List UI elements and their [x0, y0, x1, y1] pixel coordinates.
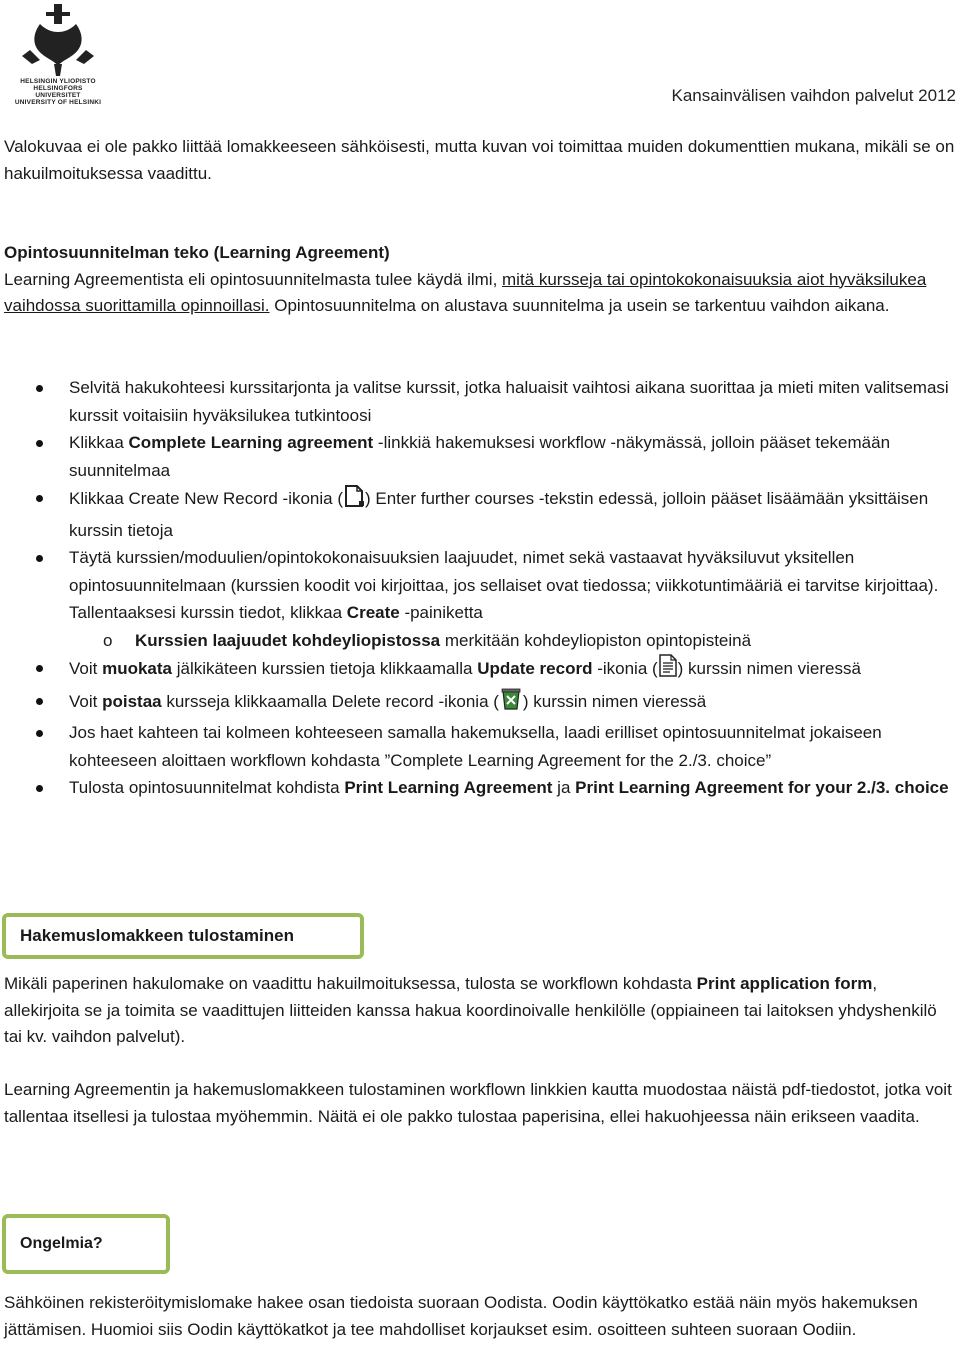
bullet-text-1: Selvitä hakukohteesi kurssitarjonta ja valitse kurssit, jotka haluaisit vaihtosi aikana suorittaa ja mieti miten valitsemasi kurssit voitaisiin hyväksilukea tutkintoosi — [69, 378, 949, 425]
agreement-text-b: Opintosuunnitelma on alustava suunnitelma ja usein se tarkentuu vaihdon aikana. — [269, 296, 890, 315]
bullet-text-6c: ) kurssin nimen vieressä — [522, 691, 707, 711]
bullet-text-5d: ) kurssin nimen vieressä — [677, 659, 861, 678]
bullet-text-6a: Voit — [69, 691, 103, 711]
sub-bullet-bold: Kurssien laajuudet kohdeyliopistossa — [135, 630, 441, 650]
section-title-problems: Ongelmia? — [20, 1235, 103, 1252]
bullet-icon — [36, 785, 43, 792]
bullet-bold-5a: muokata — [102, 659, 173, 678]
update-record-icon — [658, 654, 678, 687]
print-paragraph-1 — [4, 971, 956, 1051]
header-subtitle: Kansainvälisen vaihdon palvelut 2012 — [671, 86, 956, 105]
bullet-text-2b: -linkkiä hakemuksesi workflow -näkymässä, jolloin pääset tekemään suunnitelmaa — [69, 433, 891, 480]
bullet-icon — [36, 385, 43, 392]
list-item — [0, 429, 956, 484]
sub-list-item — [0, 627, 956, 655]
update-record-text: Update record — [477, 659, 593, 678]
logo-line-2: HELSINGFORS UNIVERSITET — [33, 85, 83, 99]
logo-line-1: HELSINGIN YLIOPISTO — [20, 78, 96, 85]
bullet-text-8b: ja — [552, 778, 576, 797]
intro-paragraph: Valokuvaa ei ole pakko liittää lomakkeeseen sähköisesti, mutta kuvan voi toimittaa muiden dokumenttien mukana, mikäli se on hakuilmoituksessa vaadittu. — [4, 137, 955, 183]
create-record-icon — [343, 484, 365, 517]
bullet-text-5b: jälkikäteen kurssien tietoja klikkaamalla — [172, 659, 478, 678]
agreement-text-a: Learning Agreementista eli opintosuunnitelmasta tulee käydä ilmi, — [4, 269, 503, 289]
agreement-section — [4, 240, 956, 320]
logo-line-3: UNIVERSITY OF HELSINKI — [14, 99, 102, 106]
print-text-b: , allekirjoita se ja toimita se vaadittujen liitteiden kanssa hakua koordinoivalle henkilölle (oppiaineen tai laitoksen yhdyshenkilö tai kv. vaihdon palvelut). — [4, 974, 937, 1046]
list-item — [0, 544, 956, 627]
bullet-bold-6: poistaa — [102, 691, 162, 711]
logo-text — [10, 78, 106, 106]
bullet-text-4b: -painiketta — [399, 603, 483, 622]
bullet-icon — [36, 665, 43, 672]
university-logo-icon — [10, 2, 106, 80]
bullet-text-5c: -ikonia ( — [592, 659, 658, 678]
bullet-icon — [36, 555, 43, 562]
bullet-text-2a: Klikkaa — [69, 433, 129, 452]
print-application-form-text: Print application form — [696, 974, 873, 993]
bullet-text-8a: Tulosta opintosuunnitelmat kohdista — [69, 778, 345, 797]
sub-bullet-marker: o — [103, 630, 113, 650]
print-text-a: Mikäli paperinen hakulomake on vaadittu hakuilmoituksessa, tulosta se workflown kohdasta — [4, 974, 697, 993]
problems-paragraph: Sähköinen rekisteröitymislomake hakee osan tiedoista suoraan Oodista. Oodin käyttökatko estää näin myös hakemuksen jättämisen. Huomioi siis Oodin käyttökatkot ja tee mahdolliset korjaukset esim. osoitteen suhteen suoraan Oodiin. — [4, 1293, 918, 1339]
agreement-underlined-text: mitä kursseja tai opintokokonaisuuksia aiot hyväksilukea vaihdossa suorittamilla opinnoillasi. — [4, 269, 927, 315]
bullet-text-6b: kursseja klikkaamalla Delete record -ikonia ( — [161, 691, 499, 711]
list-item — [0, 719, 956, 774]
bullet-icon — [36, 730, 43, 737]
list-item — [0, 374, 956, 429]
bullet-text-7: Jos haet kahteen tai kolmeen kohteeseen samalla hakemuksella, laadi erilliset opintosuunnitelmat jokaiseen kohteeseen aloittaen workflown kohdasta ”Complete Learning Agreement for the 2./3. choice” — [69, 723, 882, 770]
bullet-icon — [36, 440, 43, 447]
section-title-print: Hakemuslomakkeen tulostaminen — [20, 926, 294, 945]
agreement-heading: Opintosuunnitelman teko (Learning Agreement) — [4, 243, 390, 262]
list-item — [0, 774, 956, 802]
complete-learning-agreement-text: Complete Learning agreement — [128, 433, 374, 452]
sub-bullet-text: merkitään kohdeyliopiston opintopisteinä — [440, 630, 752, 650]
create-button-text: Create — [346, 603, 400, 622]
list-item — [0, 687, 956, 720]
print-la-text: Print Learning Agreement — [344, 778, 553, 797]
bullet-icon — [36, 495, 43, 502]
print-la-choice-text: Print Learning Agreement for your 2./3. choice — [575, 778, 949, 797]
bullet-icon — [36, 698, 43, 705]
list-item — [0, 484, 956, 544]
bullet-text-3a: Klikkaa Create New Record -ikonia ( — [69, 489, 343, 508]
print-paragraph-2: Learning Agreementin ja hakemuslomakkeen tulostaminen workflown linkkien kautta muodostaa näistä pdf-tiedostot, jotka voit tallentaa itsellesi ja tulostaa myöhemmin. Näitä ei ole pakko tulostaa paperisina, ellei hakuohjeessa näin erikseen vaadita. — [4, 1080, 952, 1126]
bullet-text-3b: ) Enter further courses -tekstin edessä, jolloin pääset lisäämään yksittäisen kurssin tietoja — [69, 489, 929, 540]
bullet-text-5a: Voit — [69, 659, 103, 678]
instruction-list — [0, 374, 956, 802]
university-logo — [10, 2, 106, 106]
list-item — [0, 654, 956, 687]
section-title-box — [2, 1214, 170, 1274]
delete-record-icon — [499, 687, 523, 720]
bullet-text-4a: Täytä kurssien/moduulien/opintokokonaisuuksien laajuudet, nimet sekä vastaavat hyväksiluvut yksitellen opintosuunnitelmaan (kurssien koodit voi kirjoittaa, jos sellaiset ovat tiedossa; viikkotuntimääriä ei tarvitse kirjoittaa). Tallentaaksesi kurssin tiedot, klikkaa — [69, 548, 939, 622]
section-title-box — [2, 913, 364, 959]
